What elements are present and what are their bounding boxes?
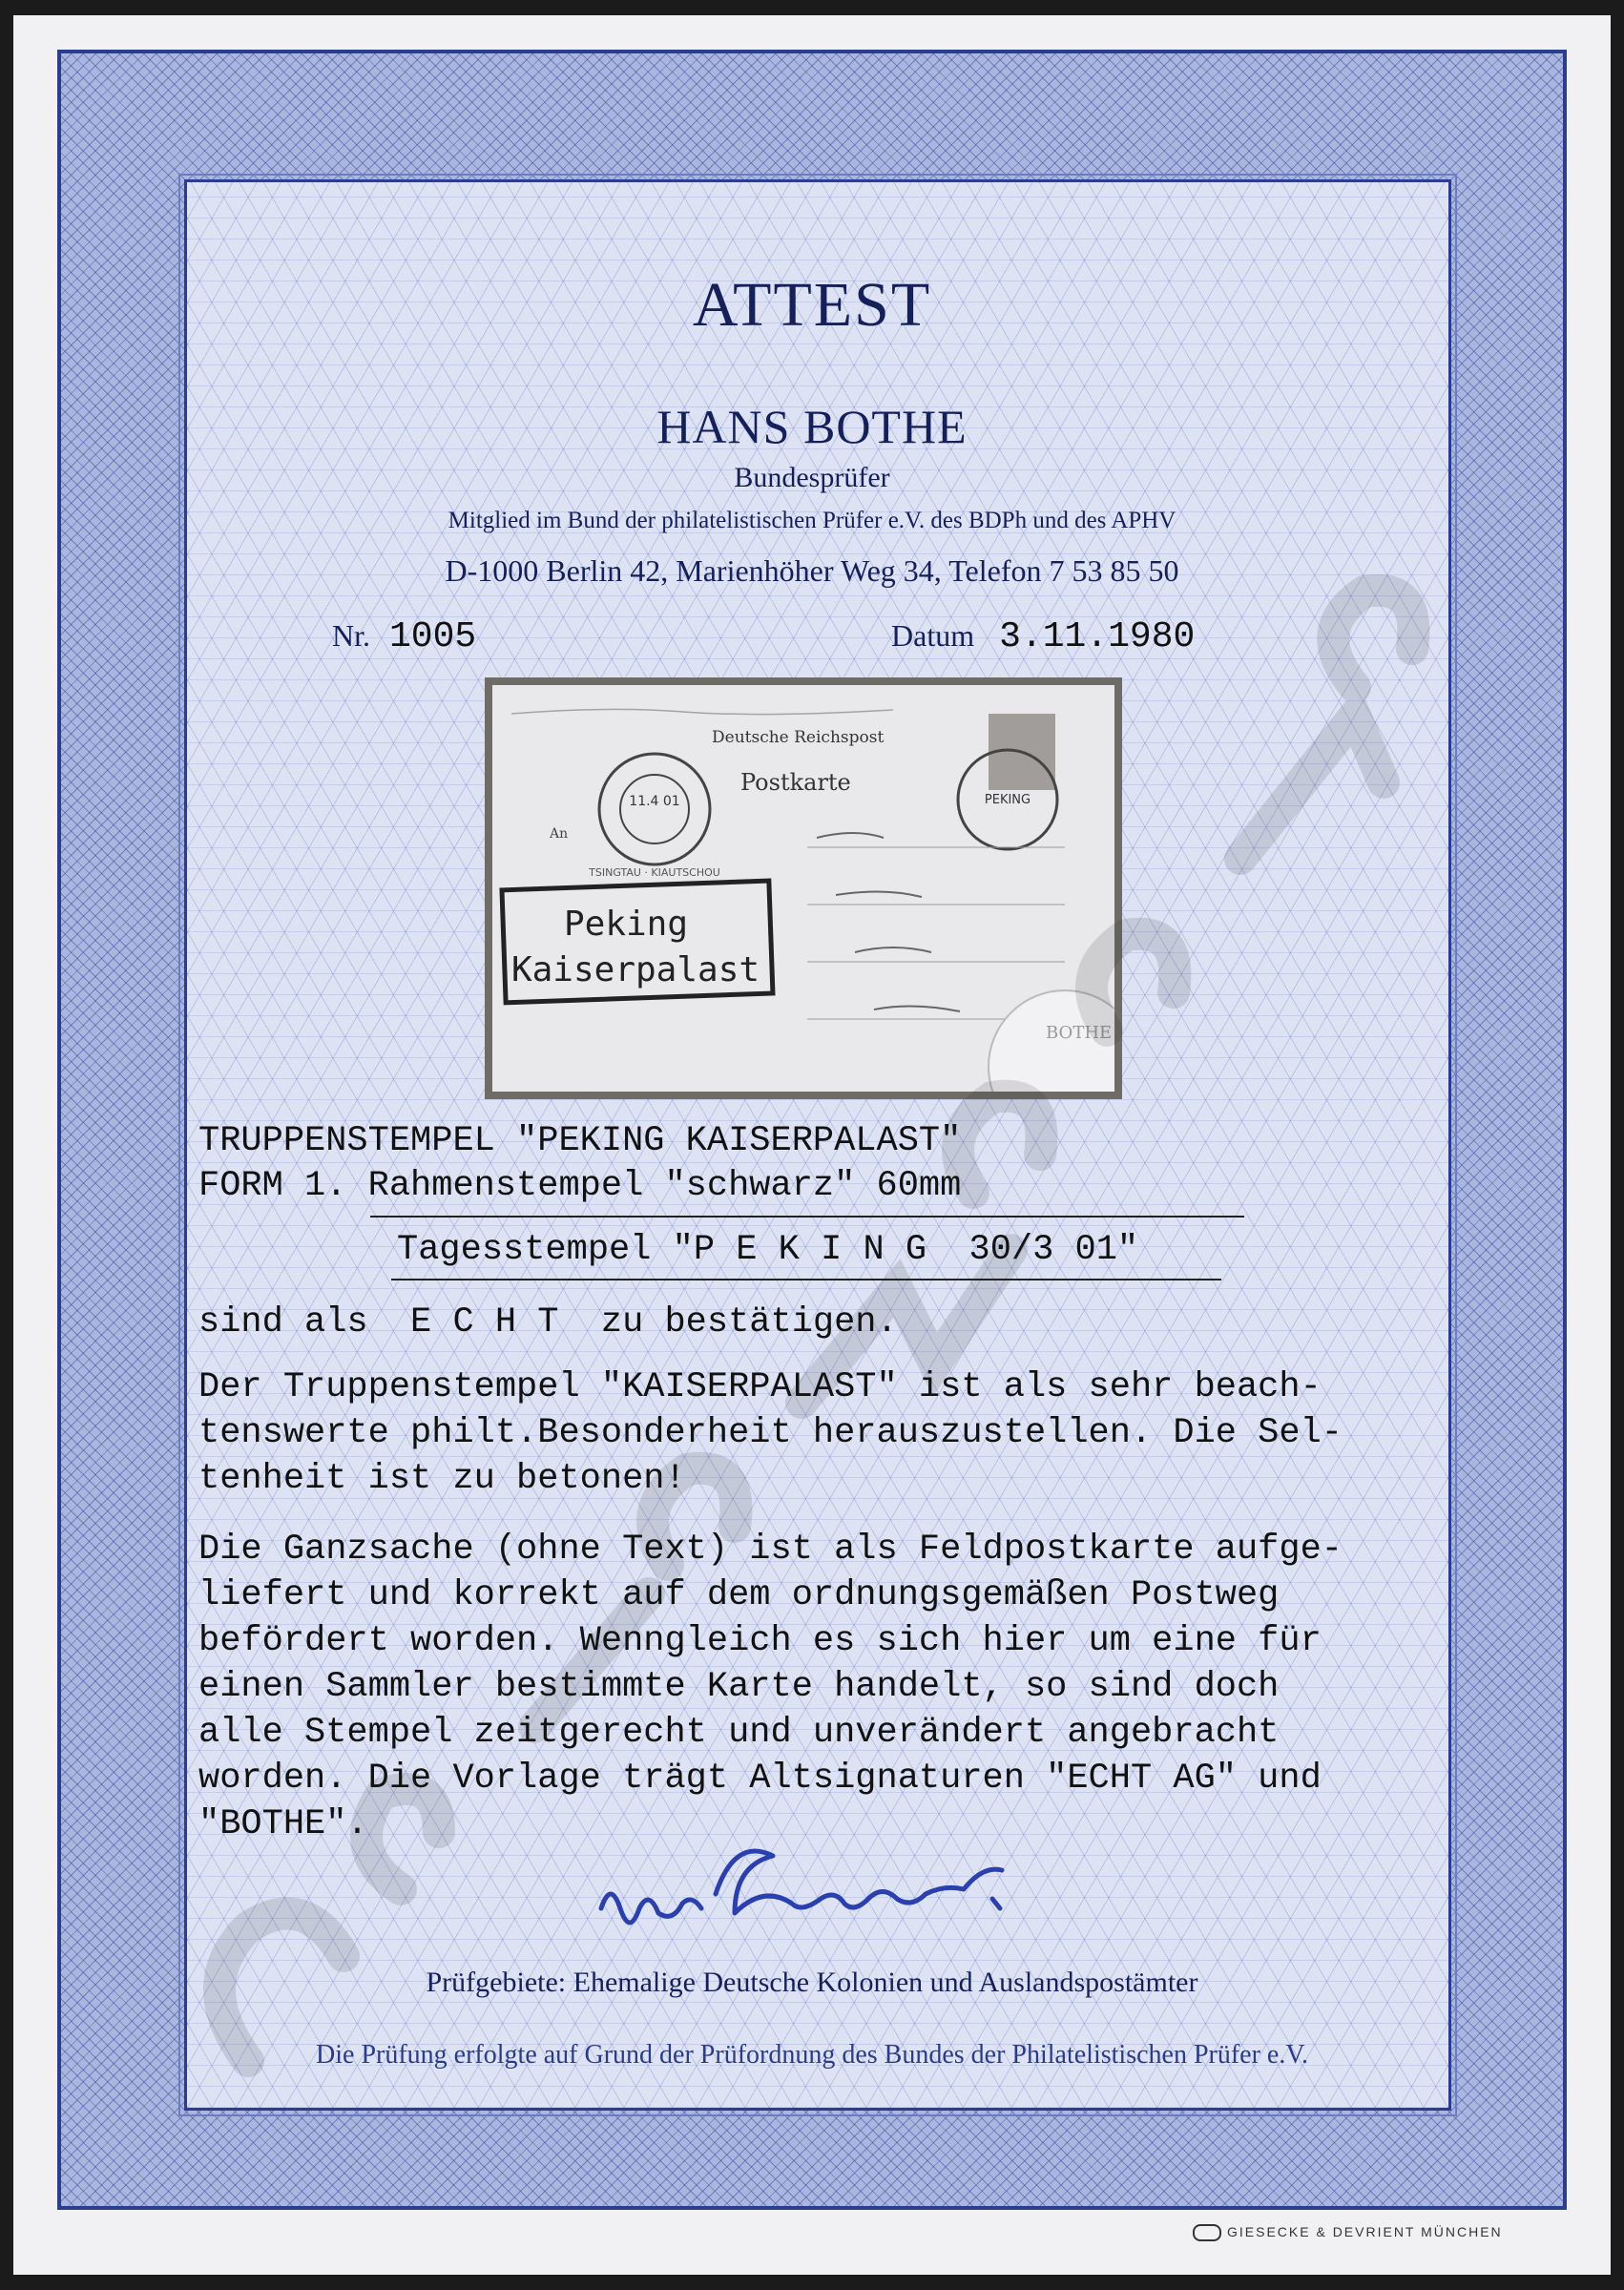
postcard-surface [492, 685, 1114, 1092]
typed-line-2: FORM 1. Rahmenstempel "schwarz" 60mm [198, 1166, 962, 1206]
underline-1 [370, 1216, 1244, 1218]
signature [592, 1842, 1088, 1946]
card-header: Deutsche Reichspost [712, 728, 885, 747]
seal-text: BOTHE [1046, 1023, 1113, 1043]
printer-name: GIESECKE & DEVRIENT MÜNCHEN [1227, 2224, 1503, 2239]
pencil-note [511, 709, 893, 714]
certificate-date-row [891, 616, 1195, 657]
postmark-date: 11.4 01 [629, 794, 680, 809]
typed-line-1: TRUPPENSTEMPEL "PEKING KAISERPALAST" [198, 1121, 962, 1161]
stamp-imprint [958, 714, 1057, 849]
frame-stamp-line2: Kaiserpalast [510, 950, 760, 989]
postcard-photo [485, 677, 1122, 1099]
postcard-drawing [492, 685, 1114, 1092]
paragraph-rarity: Der Truppenstempel "KAISERPALAST" ist als sehr beach- tenswerte philt.Besonderheit herauszustellen. Die Sel- tenheit ist zu betonen! [198, 1367, 1343, 1499]
frame-stamp-line1: Peking [563, 905, 689, 944]
examination-fields: Prüfgebiete: Ehemalige Deutsche Kolonien und Auslandspostämter [426, 1967, 1198, 1998]
handwritten-address [817, 833, 960, 1011]
certificate-title: ATTEST [692, 270, 932, 340]
examination-basis: Die Prüfung erfolgte auf Grund der Prüfordnung des Bundes der Philatelistischen Prüfer e.V. [316, 2040, 1308, 2070]
printer-logo-icon [1193, 2224, 1221, 2241]
address-prefix: An [550, 826, 569, 842]
certificate-number: 1005 [389, 616, 477, 657]
examiner-seal [989, 990, 1114, 1092]
peking-postmark-text: PEKING [984, 793, 1031, 807]
kaiserpalast-frame-stamp [502, 881, 773, 1003]
date-label: Datum [891, 618, 975, 653]
certificate-date: 3.11.1980 [999, 616, 1196, 657]
certificate-number-row [332, 616, 476, 657]
address-lines [807, 847, 1065, 1019]
typed-line-3: Tagesstempel "P E K I N G 30/3 01" [397, 1230, 1139, 1270]
tsingtau-postmark [588, 754, 720, 879]
examiner-name: HANS BOTHE [656, 400, 968, 453]
address-line: D-1000 Berlin 42, Marienhöher Weg 34, Telefon 7 53 85 50 [445, 553, 1179, 588]
postmark-ring-text: TSINGTAU · KIAUTSCHOU [589, 866, 720, 879]
number-label: Nr. [332, 618, 370, 653]
paragraph-description: Die Ganzsache (ohne Text) ist als Feldpostkarte aufge- liefert und korrekt auf dem ordnungsgemäßen Postweg befördert worden. Wenngleich es sich hier um eine für einen Sammler bestimmte Karte handelt, so sind doch alle Stempel zeitgerecht und unverändert angebracht worden. Die Vorlage trägt Altsignaturen "ECHT AG" und "BOTHE". [198, 1530, 1343, 1844]
examiner-role: Bundesprüfer [734, 462, 890, 493]
printer-imprint [1193, 2224, 1503, 2241]
underline-2 [391, 1279, 1221, 1280]
membership-line: Mitglied im Bund der philatelistischen Prüfer e.V. des BDPh und des APHV [448, 508, 1176, 533]
typed-line-4: sind als E C H T zu bestätigen. [198, 1302, 898, 1343]
card-type-label: Postkarte [740, 769, 851, 796]
